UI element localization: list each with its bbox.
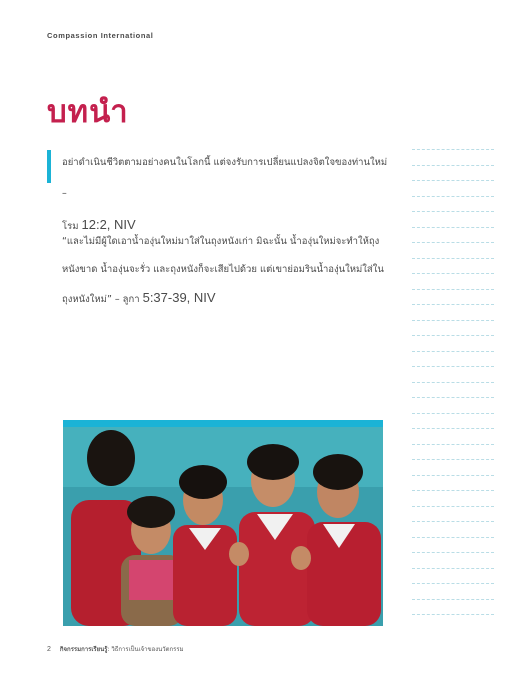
children-photo-illustration (63, 420, 383, 626)
note-line (412, 351, 494, 352)
note-line (412, 614, 494, 615)
note-line (412, 149, 494, 150)
note-lines (412, 149, 494, 619)
note-line (412, 599, 494, 600)
photo-top-bar (63, 420, 383, 427)
note-line (412, 537, 494, 538)
bible-quote-romans (47, 147, 388, 232)
quote2-ref: 5:37-39, NIV (142, 290, 216, 305)
note-line (412, 289, 494, 290)
footer-title-rest: : วิธีการเป็นเจ้าของนวัตกรรม (107, 646, 184, 653)
note-line (412, 568, 494, 569)
note-line (412, 444, 494, 445)
note-line (412, 397, 494, 398)
page-number: 2 (47, 646, 51, 653)
note-line (412, 335, 494, 336)
note-line (412, 196, 494, 197)
children-photo (63, 420, 383, 626)
note-line (412, 413, 494, 414)
quote-accent-bar (47, 150, 51, 183)
note-line (412, 180, 494, 181)
quote1-text: อย่าดำเนินชีวิตตามอย่างคนในโลกนี้ แต่จงรับการเปลี่ยนแปลงจิตใจของท่านใหม่ – (62, 157, 388, 199)
quote1-ref-prefix: โรม (62, 221, 82, 232)
note-line (412, 273, 494, 274)
note-line (412, 242, 494, 243)
bible-quote-luke (62, 228, 384, 314)
note-line (412, 521, 494, 522)
note-line (412, 227, 494, 228)
note-line (412, 304, 494, 305)
footer-title-bold: กิจกรรมการเรียนรู้ (59, 646, 108, 653)
quote1-ref: 12:2, NIV (81, 217, 136, 232)
note-line (412, 258, 494, 259)
note-line (412, 475, 494, 476)
note-line (412, 382, 494, 383)
quote2-text: “และไม่มีผู้ใดเอาน้ำองุ่นใหม่มาใส่ในถุงหนังเก่า มิฉะนั้น น้ำองุ่นใหม่จะทำให้ถุงหนังขาด น้ำองุ่นจะรั่ว และถุงหนังก็จะเสียไปด้วย แต่เขาย่อมรินน้ำองุ่นใหม่ใส่ในถุงหนังใหม่” – ลูกา (62, 236, 384, 305)
note-line (412, 552, 494, 553)
note-line (412, 459, 494, 460)
note-line (412, 490, 494, 491)
page-footer (47, 644, 184, 654)
note-line (412, 165, 494, 166)
page-title: บทนำ (47, 94, 129, 130)
note-line (412, 506, 494, 507)
note-line (412, 366, 494, 367)
header-org: Compassion International (47, 31, 154, 40)
note-line (412, 583, 494, 584)
note-line (412, 428, 494, 429)
note-line (412, 320, 494, 321)
note-line (412, 211, 494, 212)
